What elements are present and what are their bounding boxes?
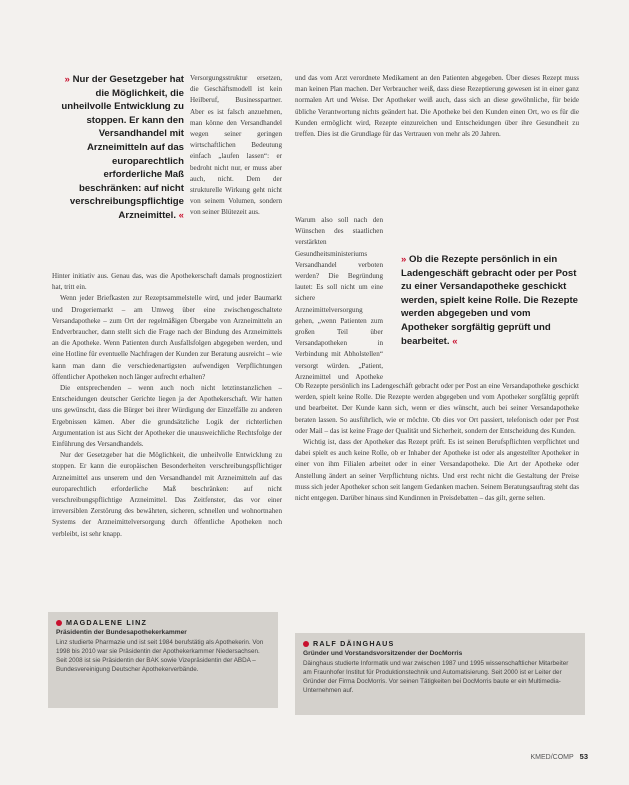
bio-text: Linz studierte Pharmazie und ist seit 1984 berufstätig als Apothekerin. Von 1998 bis 2010 war sie Präsidentin der Apothekerkammer Niedersachsen. Seit 2008 ist sie Präsidentin der BAK sowie Vizepräsidentin der ABDA – Bundesvereinigung Deutscher Apothekerverbände.: [56, 639, 264, 673]
author-bio-left: [48, 612, 278, 708]
pullquote-right: [401, 253, 579, 348]
bullet-dot-icon: [303, 641, 309, 647]
column-2-bottom: [295, 381, 579, 621]
pullquote-left: [52, 73, 184, 223]
magazine-name: KMED/COMP: [530, 754, 574, 761]
paragraph: Die entsprechenden – wenn auch noch nicht letztinstanzlichen – Entscheidungen deutscher Gerichte liegen ja der Apothekerschaft. Wir hatten uns gewünscht, dass die Bürger bei ihrer Würdigung der Einzelfälle zu anderen Ergebnissen kämen. Aber die grundsätzliche Logik der richterlichen Argumentation ist aus Sicht der Apotheker die unausweichliche Rechtsfolge der Einführung des Versandhandels.: [52, 384, 282, 449]
bio-name: MAGDALENE LINZ: [66, 618, 148, 627]
column-1-full: [52, 271, 282, 607]
pullquote-left-text: Nur der Gesetzgeber hat die Möglichkeit, die unheilvolle Entwicklung zu stoppen. Er kann den Versandhandel mit Arzneimitteln auf das europarechtlich erforderliche Maß beschränken: auf nicht verschreibungspflichtige Arzneimittel.: [61, 74, 184, 221]
bullet-dot-icon: [56, 620, 62, 626]
page-number: 53: [579, 752, 588, 761]
paragraph: Wenn jeder Briefkasten zur Rezeptsammelstelle wird, und jeder Baumarkt und Drogeriemarkt – am Umweg über eine zwischengeschaltete Versandapotheke – zum Ort der regelmäßigen Übergabe von Arzneimitteln an Endverbraucher, dann stellt sich die Frage nach der Bindung des Arzneimittels an die Apotheke. Wenn Patienten durch Ausfallsfolgen abgegeben werden, und eine Hotline für eventuelle Nachfragen der Kunden zur Beratung ausreicht – wie kann man dann die verschiedenartigsten aufwendigen Verpflichtungen öffentlicher Apotheken noch länger aufrecht erhalten?: [52, 294, 282, 381]
bio-role: Präsidentin der Bundesapothekerkammer: [56, 629, 187, 636]
paragraph: Ob Rezepte persönlich ins Ladengeschäft gebracht oder per Post an eine Versandapotheke geschickt werden, spielt keine Rolle. Die Rezepte werden abgegeben und vom Apotheker sorgfältig geprüft und bearbeitet. Der Kunde kann sich, wenn er dies wünscht, auch bei seiner Versandapotheke beraten lassen. So ausführlich, wie er möchte. Ob dies vor Ort passiert, telefonisch oder per Post oder Mail – das ist keine Frage der Qualität und Sicherheit, sondern der Entscheidung des Kunden.: [295, 382, 579, 435]
column-1-narrow: [190, 73, 282, 273]
column-2-top: [295, 73, 579, 213]
bio-role: Gründer und Vorstandsvorsitzender der DocMorris: [303, 650, 463, 657]
bio-name: RALF DÄINGHAUS: [313, 639, 395, 648]
page-footer: [530, 752, 588, 761]
quote-close-mark: «: [178, 209, 184, 221]
paragraph: Hinter initiativ aus. Genau das, was die Apothekerschaft damals prognostiziert hat, tritt ein.: [52, 272, 282, 292]
bio-text: Däinghaus studierte Informatik und war zwischen 1987 und 1995 wissenschaftlicher Mitarbeiter am Fraunhofer Institut für Produktionstechnik und Automatisierung. Seit 2000 ist er Leiter der Gründer der Firma DocMorris. Vor seinen Tätigkeiten bei DocMorris baute er ein Multimedia-Unternehmen auf.: [303, 660, 569, 694]
quote-close-mark: «: [452, 335, 458, 347]
paragraph: Versorgungsstruktur ersetzen, die Geschäftsmodell ist kein Heilberuf, Businesspartner. Aber es ist falsch anzuehmen, man könne den Versandhandel wegen seiner geringen wirtschaftlichen Bedeutung einfach „laufen lassen“: er bedroht nicht nur, er muss aber auch, nicht. Dem der strukturelle Wirkung geht nicht von seinem Volumen, sondern von seiner Blütezeit aus.: [190, 74, 282, 217]
paragraph: Warum also soll nach den Wünschen des staatlichen verstärkten Gesundheitsministeriums Versandhandel verboten werden? Die Begründung lautet: Es soll nicht um eine sichere Arzneimittelversorgung gehen, „wenn Patienten zum großen Teil über Versandapotheken in Verbindung mit Abholstellen“ versorgt würden. „Patient, Arzneimittel und Apotheke: [295, 216, 383, 380]
quote-open-mark: »: [64, 74, 70, 85]
pullquote-right-text: Ob die Rezepte persönlich in ein Ladengeschäft gebracht oder per Post zu einer Versandapotheke geschickt werden, spielt keine Rolle. Die Rezepte werden abgegeben und vom Apotheker sorgfältig geprüft und bearbeitet.: [401, 254, 579, 347]
paragraph: und das vom Arzt verordnete Medikament an den Patienten abgegeben. Über dieses Rezept muss man keinen Plan machen. Der Verbraucher weiß, dass diese Rezeptierung gewesen ist in einer ganz normalen Art und Weise. Der Apotheker weiß auch, dass sich an diese gewöhnliche, für beide übliche Verantwortung nichts geändert hat. Die Apotheke bei den Kunden einen Ort, wo es für die Kunden ermöglicht wird, Rezepte einzureichen und Entscheidungen über ihre Gesundheit zu treffen. Dies ist die Grundlage für das Vertrauen von mehr als 20 Jahren.: [295, 74, 579, 139]
quote-open-mark: »: [401, 254, 407, 265]
author-bio-right: [295, 633, 585, 715]
paragraph: Nur der Gesetzgeber hat die Möglichkeit, die unheilvolle Entwicklung zu stoppen. Er kann die europäischen Besonderheiten verschreibungspflichtiger Arzneimittel aus unserem und den Versandhandel mit Arzneimitteln auf das europarechtlich erforderliche Maß beschränken: auf nicht verschreibungspflichtige Arzneimittel. Das Zeitfenster, das vor einer irreversiblen Zerstörung des bewährten, sicheren, schnellen und wohnortnahen Systems der Arzneimittelversorgung durch öffentliche Apotheken noch verbleibt, ist sehr knapp.: [52, 451, 282, 538]
paragraph: Wichtig ist, dass der Apotheker das Rezept prüft. Es ist seinen Berufspflichten verpflichtet und dabei spielt es auch keine Rolle, ob er Inhaber der Apotheke ist oder als angestellter Apotheker in einer von ihm Filialen arbeitet oder in einer Versandapotheke. Die Art der Apotheke oder Anstellung ändert an seiner Verpflichtung nichts. Und erst recht nicht die Gestaltung der Preise muss sich jeder Apotheker schon seit langem Gedanken machen. Seinem Beratungsauftrag steht das nicht entgegen. Darüber hinaus sind Kundinnen in Preisdebatten – das gilt, gerne selten.: [295, 438, 579, 503]
